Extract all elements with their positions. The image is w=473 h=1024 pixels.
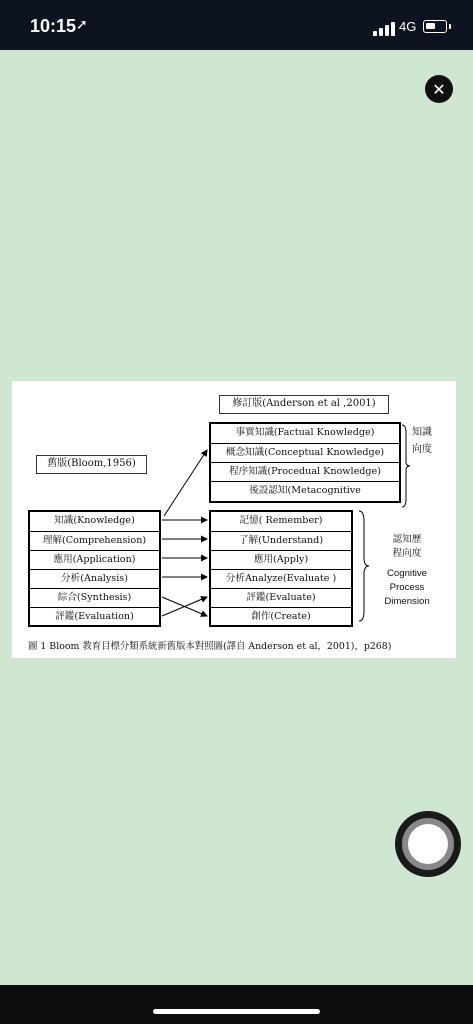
bloom-taxonomy-figure xyxy=(12,381,456,658)
close-button[interactable] xyxy=(425,75,453,103)
home-indicator[interactable] xyxy=(153,1009,320,1014)
old-level-cell: 綜合(Synthesis) xyxy=(30,588,159,607)
old-taxonomy-table xyxy=(28,510,161,627)
cellular-signal-icon xyxy=(373,22,395,36)
battery-icon xyxy=(423,20,447,33)
new-taxonomy-table xyxy=(209,510,353,627)
network-type: 4G xyxy=(399,19,417,34)
close-icon: ✕ xyxy=(432,79,446,99)
old-level-cell: 分析(Analysis) xyxy=(30,569,159,588)
old-level-cell: 應用(Application) xyxy=(30,550,159,569)
new-level-cell: 了解(Understand) xyxy=(211,531,351,550)
clock: 10:15 xyxy=(30,16,77,36)
new-level-cell: 應用(Apply) xyxy=(211,550,351,569)
capture-button[interactable] xyxy=(395,811,461,877)
revised-version-title: 修訂版(Anderson et al ,2001) xyxy=(219,395,389,414)
status-bar xyxy=(0,0,473,50)
home-bar xyxy=(0,985,473,1024)
old-level-cell: 評鑑(Evaluation) xyxy=(30,607,159,626)
knowledge-dimension-label: 知識 向度 xyxy=(412,427,432,455)
knowledge-cell: 後設認知(Metacognitive xyxy=(211,481,399,500)
cognitive-process-label: 認知歷 程向度 Cognitive Process Dimension xyxy=(384,534,430,607)
new-level-cell: 分析Analyze(Evaluate ) xyxy=(211,569,351,588)
record-icon xyxy=(408,824,448,864)
old-version-title: 舊版(Bloom,1956) xyxy=(36,455,147,474)
knowledge-dimension-table xyxy=(209,422,401,503)
old-level-cell: 知識(Knowledge) xyxy=(54,515,135,526)
knowledge-cell: 程序知識(Procedual Knowledge) xyxy=(211,462,399,481)
new-level-cell: 創作(Create) xyxy=(211,607,351,626)
new-level-cell: 記憶( Remember) xyxy=(239,515,323,526)
new-level-cell: 評鑑(Evaluate) xyxy=(211,588,351,607)
location-arrow-icon: ➚ xyxy=(76,17,88,33)
old-level-cell: 理解(Comprehension) xyxy=(30,531,159,550)
knowledge-cell: 事實知識(Factual Knowledge) xyxy=(235,427,375,438)
knowledge-cell: 概念知識(Conceptual Knowledge) xyxy=(211,443,399,462)
figure-caption: 圖 1 Bloom 教育目標分類系統新舊版本對照圖(譯自 Anderson et al，2001)，p268) xyxy=(28,641,392,652)
